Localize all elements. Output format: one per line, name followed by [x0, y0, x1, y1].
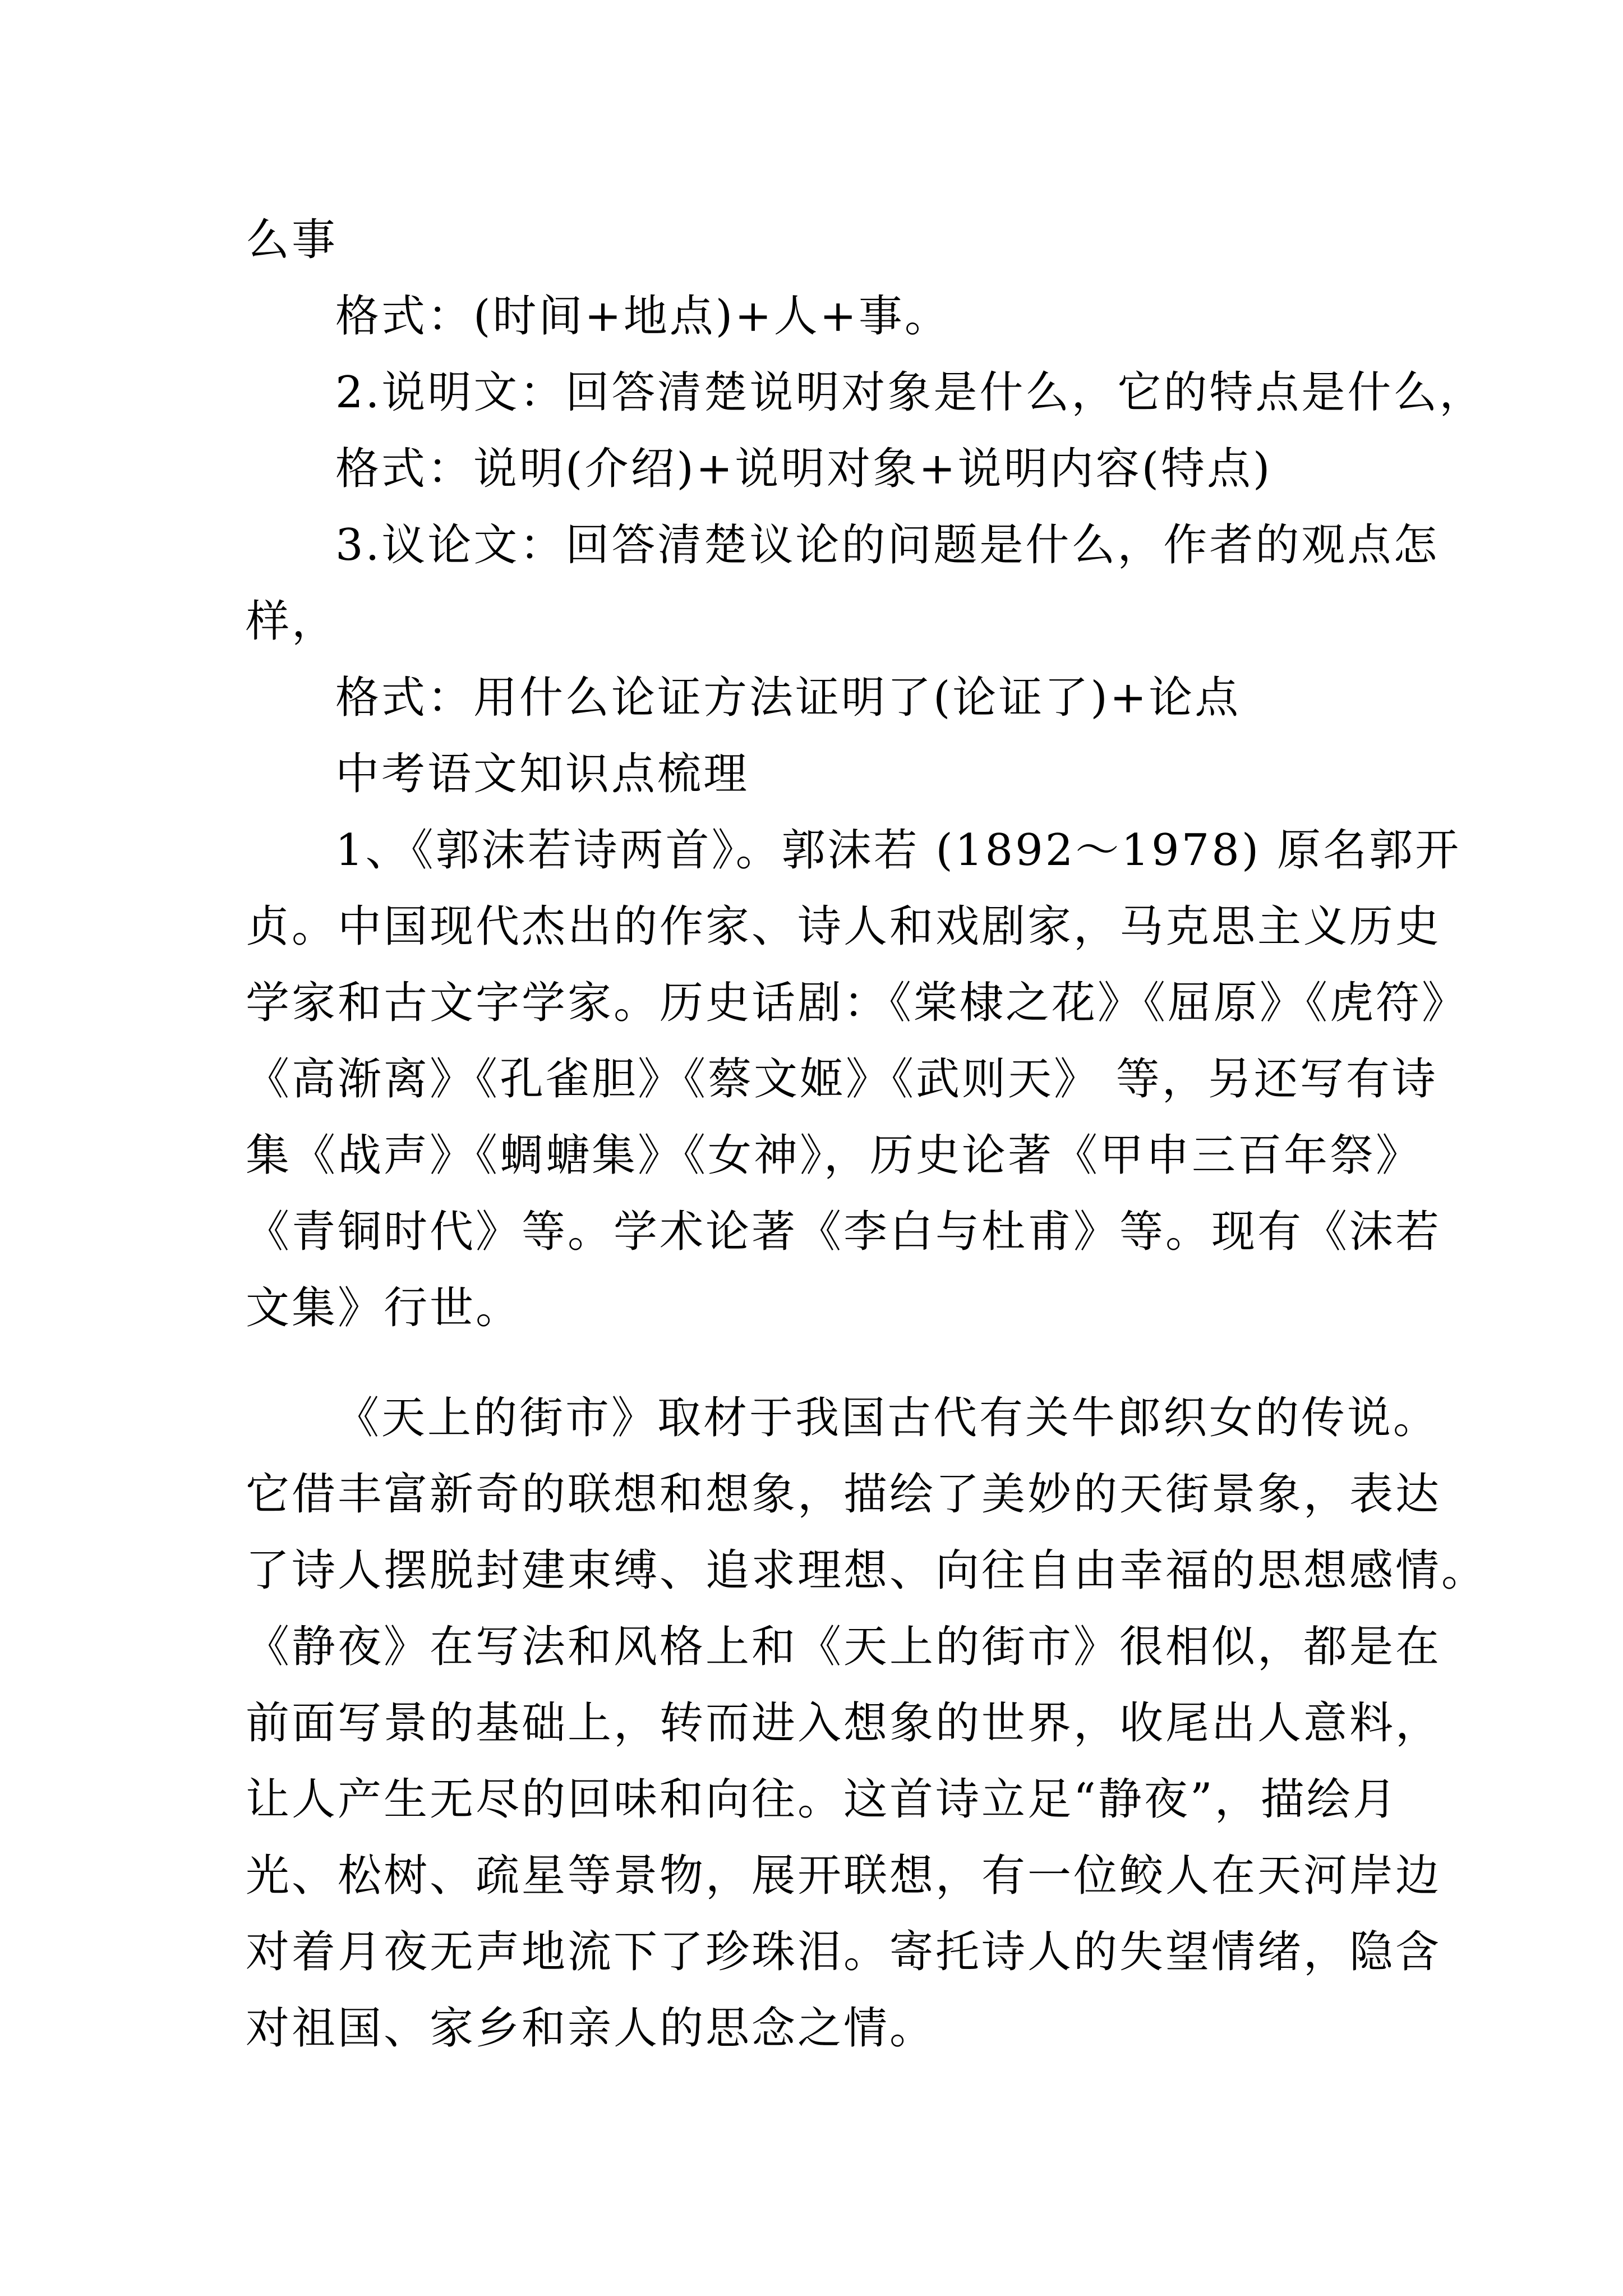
text-line: 了诗人摆脱封建束缚、追求理想、向往自由幸福的思想感情。 — [246, 1545, 1488, 1596]
text-line: 集《战声》《蜩螗集》《女神》，历史论著《甲申三百年祭》 — [246, 1130, 1422, 1181]
text-line: 1、《郭沫若诗两首》。郭沫若 (1892～1978) 原名郭开 — [335, 825, 1461, 876]
paragraph-gap — [246, 1346, 1423, 1380]
text-line: 它借丰富新奇的联想和想象，描绘了美妙的天街景象，表达 — [246, 1469, 1442, 1520]
text-line: 贞。中国现代杰出的作家、诗人和戏剧家，马克思主义历史 — [246, 901, 1442, 952]
text-line: 2.说明文：回答清楚说明对象是什么，它的特点是什么， — [335, 367, 1486, 418]
text-line: 格式：(时间+地点)+人+事。 — [335, 291, 951, 342]
text-line: 前面写景的基础上，转而进入想象的世界，收尾出人意料， — [246, 1698, 1442, 1749]
text-line: 让人产生无尽的回味和向往。这首诗立足“静夜”，描绘月 — [246, 1774, 1399, 1825]
text-line: 3.议论文：回答清楚议论的问题是什么，作者的观点怎 — [335, 520, 1440, 570]
text-line: 格式：用什么论证方法证明了(论证了)+论点 — [335, 673, 1241, 723]
text-line: 对祖国、家乡和亲人的思念之情。 — [246, 2003, 936, 2054]
text-line: 格式：说明(介绍)+说明对象+说明内容(特点) — [335, 444, 1272, 494]
text-line: 《高渐离》《孔雀胆》《蔡文姬》《武则天》 等，另还写有诗 — [246, 1054, 1438, 1105]
section-heading: 中考语文知识点梳理 — [335, 749, 750, 799]
text-line: 《静夜》在写法和风格上和《天上的街市》很相似，都是在 — [246, 1622, 1442, 1672]
text-line: 光、松树、疏星等景物，展开联想，有一位鲛人在天河岸边 — [246, 1851, 1442, 1901]
text-line: 《青铜时代》等。学术论著《李白与杜甫》等。现有《沫若 — [246, 1207, 1442, 1257]
text-line: 样， — [246, 596, 338, 647]
document-body — [246, 202, 1488, 2067]
text-line: 对着月夜无声地流下了珍珠泪。寄托诗人的失望情绪，隐含 — [246, 1927, 1442, 1977]
text-line: 学家和古文字学家。历史话剧：《棠棣之花》《屈原》《虎符》 — [246, 978, 1468, 1028]
text-line: 《天上的街市》取材于我国古代有关牛郎织女的传说。 — [335, 1393, 1440, 1443]
text-line: 么事 — [246, 215, 338, 265]
text-line: 文集》行世。 — [246, 1283, 522, 1333]
